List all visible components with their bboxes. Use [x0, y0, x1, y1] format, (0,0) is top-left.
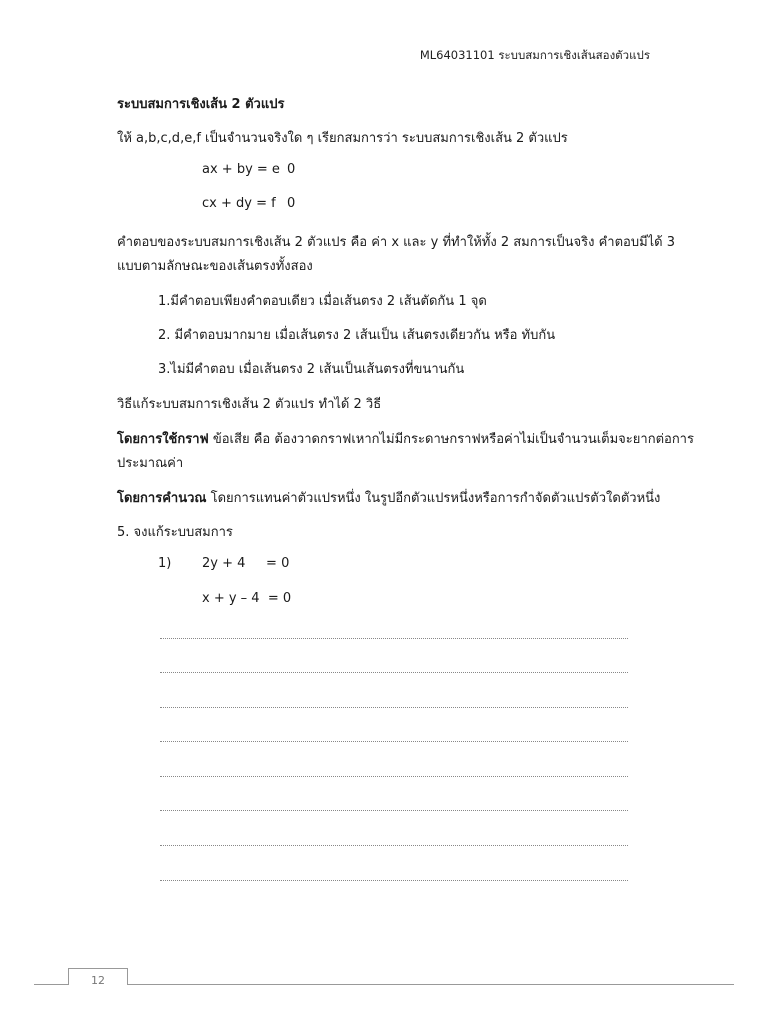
method-graph-line-2: ประมาณค่า — [117, 456, 184, 471]
methods-intro: วิธีแก้ระบบสมการเชิงเส้น 2 ตัวแปร ทำได้ 2 วิธี — [117, 397, 382, 412]
method-calc-text: โดยการแทนค่าตัวแปรหนึ่ง ในรูปอีกตัวแปรหนึ่งหรือการกำจัดตัวแปรตัวใดตัวหนึ่ง — [206, 491, 661, 506]
equation-1-lhs: ax + by = e — [202, 162, 280, 177]
answer-line — [160, 845, 628, 846]
method-graph-label: โดยการใช้กราฟ — [117, 432, 209, 447]
method-calc-label: โดยการคำนวณ — [117, 491, 207, 506]
case-item-1: 1.มีคำตอบเพียงคำตอบเดียว เมื่อเส้นตรง 2 เส้นตัดกัน 1 จุด — [158, 294, 487, 309]
answer-line — [160, 810, 628, 811]
method-graph-text: ข้อเสีย คือ ต้องวาดกราฟเหากไม่มีกระดาษกราฟหรือค่าไม่เป็นจำนวนเต็มจะยากต่อการ — [208, 432, 694, 447]
page-number: 12 — [91, 974, 105, 987]
exercise-equation-1: 2y + 4 = 0 — [202, 556, 290, 571]
exercise-title: 5. จงแก้ระบบสมการ — [117, 525, 233, 540]
section-heading: ระบบสมการเชิงเส้น 2 ตัวแปร — [117, 97, 285, 112]
footer-rule-left — [34, 984, 68, 985]
answer-line — [160, 707, 628, 708]
exercise-number: 1) — [158, 556, 172, 571]
case-item-3: 3.ไม่มีคำตอบ เมื่อเส้นตรง 2 เส้นเป็นเส้นตรงที่ขนานกัน — [158, 362, 465, 377]
answer-line — [160, 638, 628, 639]
equation-2-lhs: cx + dy = f — [202, 196, 276, 211]
document-header: ML64031101 ระบบสมการเชิงเส้นสองตัวแปร — [419, 48, 650, 62]
answer-line — [160, 880, 628, 881]
equation-1-rhs: 0 — [287, 162, 296, 177]
footer-rule-right — [126, 984, 734, 985]
exercise-equation-2: x + y – 4 = 0 — [202, 591, 292, 606]
page-number-tab — [68, 968, 128, 985]
answer-line — [160, 741, 628, 742]
answer-description-line-1: คำตอบของระบบสมการเชิงเส้น 2 ตัวแปร คือ ค่า x และ y ที่ทำให้ทั้ง 2 สมการเป็นจริง คำตอบมีได้ 3 — [117, 235, 676, 250]
answer-description-line-2: แบบตามลักษณะของเส้นตรงทั้งสอง — [117, 259, 313, 274]
equation-2-rhs: 0 — [287, 196, 296, 211]
answer-line — [160, 672, 628, 673]
answer-line — [160, 776, 628, 777]
case-item-2: 2. มีคำตอบมากมาย เมื่อเส้นตรง 2 เส้นเป็น เส้นตรงเดียวกัน หรือ ทับกัน — [158, 328, 556, 343]
method-calc-line — [117, 487, 660, 508]
intro-paragraph: ให้ a,b,c,d,e,f เป็นจำนวนจริงใด ๆ เรียกสมการว่า ระบบสมการเชิงเส้น 2 ตัวแปร — [117, 131, 568, 146]
method-graph-line-1 — [117, 428, 694, 449]
